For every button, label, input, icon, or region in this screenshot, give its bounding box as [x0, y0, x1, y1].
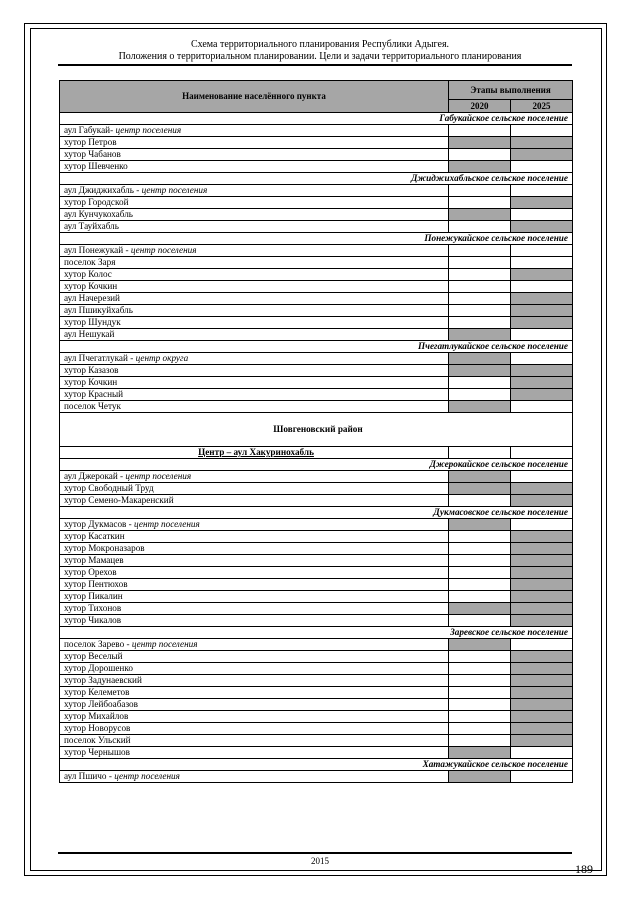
settlement-name: аул Пчегатлукай - [64, 353, 136, 363]
stage-2025-cell [511, 125, 573, 137]
table-row [60, 531, 573, 543]
settlement-name-cell [60, 269, 449, 281]
settlement-name-cell [60, 365, 449, 377]
stage-2025-cell [511, 137, 573, 149]
stage-2020-cell [449, 149, 511, 161]
stage-2025-cell [511, 531, 573, 543]
settlement-name: хутор Веселый [64, 651, 123, 661]
stage-2025-cell [511, 389, 573, 401]
table-row [60, 221, 573, 233]
stage-2020-cell [449, 579, 511, 591]
settlement-name: хутор Свободный Труд [64, 483, 154, 493]
settlement-name: хутор Чернышов [64, 747, 130, 757]
settlement-name: хутор Чикалов [64, 615, 122, 625]
stage-2020-cell [449, 687, 511, 699]
settlement-name: аул Джиджихабль - [64, 185, 142, 195]
settlement-name: аул Кунчукохабль [64, 209, 133, 219]
settlement-name: хутор Келеметов [64, 687, 130, 697]
settlement-note: центр поселения [131, 639, 198, 649]
doc-header-line2: Положения о территориальном планировании. Цели и задачи территориального планирования [118, 51, 522, 62]
settlement-name-cell [60, 149, 449, 161]
settlement-name-cell [60, 651, 449, 663]
stage-2020-cell [449, 281, 511, 293]
header-rule [58, 64, 572, 66]
stage-2020-cell [449, 483, 511, 495]
stage-2025-cell [511, 269, 573, 281]
table-row [60, 639, 573, 651]
stage-2020-cell [449, 711, 511, 723]
stage-2025-cell [511, 603, 573, 615]
table-row [60, 365, 573, 377]
stage-cell [511, 447, 573, 459]
settlement-note: центр поселения [130, 245, 197, 255]
settlement-name: хутор Казазов [64, 365, 119, 375]
settlement-name: хутор Шундук [64, 317, 121, 327]
settlement-name-cell [60, 579, 449, 591]
settlement-name: хутор Михайлов [64, 711, 129, 721]
settlement-note: центр поселения [134, 519, 200, 529]
stage-2020-cell [449, 639, 511, 651]
table-row [60, 197, 573, 209]
stage-2025-cell [511, 747, 573, 759]
settlement-name-cell [60, 615, 449, 627]
stage-2025-cell [511, 161, 573, 173]
table-row [60, 257, 573, 269]
stage-2020-cell [449, 651, 511, 663]
stage-2020-cell [449, 389, 511, 401]
stage-2025-cell [511, 663, 573, 675]
table-row [60, 591, 573, 603]
settlement-name-cell [60, 329, 449, 341]
table-row [60, 723, 573, 735]
settlement-name: хутор Орехов [64, 567, 117, 577]
table-row [60, 567, 573, 579]
settlement-name: аул Джерокай - [64, 471, 126, 481]
stage-2025-cell [511, 639, 573, 651]
settlement-name: хутор Новорусов [64, 723, 131, 733]
settlement-name-cell [60, 185, 449, 197]
stage-2025-cell [511, 245, 573, 257]
footer-year: 2015 [311, 856, 329, 866]
stage-2025-cell [511, 675, 573, 687]
settlement-name-cell [60, 747, 449, 759]
settlement-name-cell [60, 197, 449, 209]
stage-2020-cell [449, 567, 511, 579]
stage-2025-cell [511, 723, 573, 735]
settlement-name-cell [60, 221, 449, 233]
stage-2025-cell [511, 699, 573, 711]
settlement-name-cell [60, 531, 449, 543]
stage-2020-cell [449, 735, 511, 747]
column-header-name: Наименование населённого пункта [60, 81, 449, 113]
table-row [60, 281, 573, 293]
settlement-name: хутор Кочкин [64, 377, 118, 387]
stage-2020-cell [449, 161, 511, 173]
stage-2020-cell [449, 257, 511, 269]
stage-2020-cell [449, 591, 511, 603]
district-center: Центр – аул Хакуринохабль [60, 447, 449, 459]
table-row [60, 495, 573, 507]
settlement-name-cell [60, 471, 449, 483]
section-title: Габукайское сельское поселение [60, 113, 573, 125]
table-row [60, 675, 573, 687]
page-number: 189 [575, 862, 593, 876]
section-row [60, 341, 573, 353]
stage-2025-cell [511, 377, 573, 389]
stage-2025-cell [511, 651, 573, 663]
stage-2020-cell [449, 675, 511, 687]
section-title: Хатажукайское сельское поселение [60, 759, 573, 771]
table-row [60, 555, 573, 567]
stage-2025-cell [511, 567, 573, 579]
settlement-name: хутор Шевченко [64, 161, 128, 171]
settlement-name: хутор Петров [64, 137, 117, 147]
stage-2020-cell [449, 747, 511, 759]
stage-2025-cell [511, 149, 573, 161]
settlement-name: хутор Мокроназаров [64, 543, 145, 553]
stage-2025-cell [511, 771, 573, 783]
stage-2025-cell [511, 365, 573, 377]
settlement-name: аул Пшичо - [64, 771, 115, 781]
stage-2025-cell [511, 221, 573, 233]
table-row [60, 293, 573, 305]
column-header-year: 2025 [511, 100, 573, 113]
table-row [60, 651, 573, 663]
section-row [60, 173, 573, 185]
settlement-name-cell [60, 125, 449, 137]
table-row [60, 771, 573, 783]
stage-2020-cell [449, 663, 511, 675]
settlement-name-cell [60, 209, 449, 221]
stage-2025-cell [511, 329, 573, 341]
stage-2025-cell [511, 257, 573, 269]
column-header-year: 2020 [449, 100, 511, 113]
section-title: Дукмасовское сельское поселение [60, 507, 573, 519]
stage-2020-cell [449, 543, 511, 555]
settlement-name: поселок Зарево - [64, 639, 132, 649]
table-row [60, 603, 573, 615]
settlement-name: аул Нешукай [64, 329, 115, 339]
stage-2020-cell [449, 329, 511, 341]
settlement-name: хутор Задунаевский [64, 675, 142, 685]
settlement-name-cell [60, 663, 449, 675]
table-row [60, 699, 573, 711]
section-row [60, 113, 573, 125]
settlement-note: центр поселения [113, 125, 182, 135]
stage-2020-cell [449, 269, 511, 281]
settlement-name: поселок Четук [64, 401, 121, 411]
settlement-name-cell [60, 137, 449, 149]
settlement-name: хутор Семено-Макаренский [64, 495, 174, 505]
stage-2020-cell [449, 125, 511, 137]
table-row [60, 317, 573, 329]
table-row [60, 747, 573, 759]
settlement-name-cell [60, 675, 449, 687]
settlement-name-cell [60, 483, 449, 495]
stage-2020-cell [449, 771, 511, 783]
district-title: Шовгеновский район [60, 413, 573, 447]
section-row [60, 627, 573, 639]
table-row [60, 125, 573, 137]
stage-2025-cell [511, 471, 573, 483]
settlement-name: хутор Дукмасов - [64, 519, 135, 529]
settlement-name-cell [60, 305, 449, 317]
section-title: Джерокайское сельское поселение [60, 459, 573, 471]
district-center-row [60, 447, 573, 459]
table-row [60, 149, 573, 161]
settlement-name-cell [60, 543, 449, 555]
settlement-name-cell [60, 161, 449, 173]
table-row [60, 161, 573, 173]
district-row [60, 413, 573, 447]
table-row [60, 377, 573, 389]
settlement-name: хутор Красный [64, 389, 124, 399]
section-title: Заревское сельское поселение [60, 627, 573, 639]
stage-2025-cell [511, 185, 573, 197]
section-row [60, 507, 573, 519]
settlement-name: хутор Пентюхов [64, 579, 128, 589]
section-title: Понежукайское сельское поселение [60, 233, 573, 245]
settlement-name-cell [60, 723, 449, 735]
settlement-name: хутор Касаткин [64, 531, 125, 541]
settlement-name: аул Габукай- [64, 125, 114, 135]
settlement-name-cell [60, 555, 449, 567]
stage-2025-cell [511, 197, 573, 209]
settlement-name: хутор Лейбоабазов [64, 699, 138, 709]
stage-2025-cell [511, 353, 573, 365]
stage-2020-cell [449, 365, 511, 377]
stage-2020-cell [449, 495, 511, 507]
stage-2020-cell [449, 185, 511, 197]
stage-2020-cell [449, 555, 511, 567]
settlement-name: хутор Чабанов [64, 149, 121, 159]
settlement-name: хутор Тихонов [64, 603, 122, 613]
stage-2020-cell [449, 519, 511, 531]
stage-2025-cell [511, 209, 573, 221]
section-row [60, 459, 573, 471]
stage-2025-cell [511, 519, 573, 531]
table-row [60, 579, 573, 591]
stage-2025-cell [511, 735, 573, 747]
stage-2025-cell [511, 293, 573, 305]
column-header-stages: Этапы выполнения [449, 81, 573, 100]
settlement-name-cell [60, 317, 449, 329]
table-row [60, 401, 573, 413]
stage-2020-cell [449, 603, 511, 615]
stage-2025-cell [511, 543, 573, 555]
stage-2025-cell [511, 281, 573, 293]
settlement-name-cell [60, 257, 449, 269]
settlement-name-cell [60, 293, 449, 305]
doc-header-line1: Схема территориального планирования Республики Адыгея. [190, 39, 450, 50]
settlement-name: аул Понежукай - [64, 245, 131, 255]
settlement-name-cell [60, 711, 449, 723]
stage-2020-cell [449, 245, 511, 257]
settlement-name: аул Начерезий [64, 293, 120, 303]
stage-cell [449, 447, 511, 459]
settlement-name: поселок Ульский [64, 735, 131, 745]
stage-2025-cell [511, 591, 573, 603]
table-row [60, 519, 573, 531]
stage-2020-cell [449, 531, 511, 543]
settlement-name-cell [60, 389, 449, 401]
table-row [60, 735, 573, 747]
section-title: Пчегатлукайское сельское поселение [60, 341, 573, 353]
settlement-name-cell [60, 495, 449, 507]
stage-2020-cell [449, 305, 511, 317]
settlement-name: хутор Дорошенко [64, 663, 133, 673]
stage-2025-cell [511, 317, 573, 329]
settlement-note: центр поселения [141, 185, 208, 195]
section-row [60, 759, 573, 771]
table-row [60, 711, 573, 723]
settlement-name-cell [60, 699, 449, 711]
table-row [60, 353, 573, 365]
table-row [60, 269, 573, 281]
settlement-name-cell [60, 353, 449, 365]
stage-2020-cell [449, 471, 511, 483]
table-row [60, 329, 573, 341]
table-row [60, 687, 573, 699]
stage-2025-cell [511, 305, 573, 317]
stage-2020-cell [449, 377, 511, 389]
section-title: Джиджихабльское сельское поселение [60, 173, 573, 185]
table-row [60, 389, 573, 401]
settlement-name: поселок Заря [64, 257, 116, 267]
settlement-name-cell [60, 377, 449, 389]
table-row [60, 137, 573, 149]
stage-2025-cell [511, 555, 573, 567]
settlement-name-cell [60, 639, 449, 651]
settlement-name: хутор Колос [64, 269, 112, 279]
section-row [60, 233, 573, 245]
settlement-name: хутор Городской [64, 197, 129, 207]
stage-2020-cell [449, 353, 511, 365]
settlement-note: центр поселения [125, 471, 192, 481]
settlement-name-cell [60, 735, 449, 747]
table-row [60, 663, 573, 675]
settlement-name: хутор Кочкин [64, 281, 118, 291]
stage-2025-cell [511, 711, 573, 723]
settlement-name-cell [60, 687, 449, 699]
table-row [60, 471, 573, 483]
stage-2025-cell [511, 483, 573, 495]
table-row [60, 483, 573, 495]
settlement-name: хутор Пикалин [64, 591, 123, 601]
table-row [60, 209, 573, 221]
settlement-name-cell [60, 401, 449, 413]
settlement-name: аул Пшикуйхабль [64, 305, 133, 315]
stage-2025-cell [511, 615, 573, 627]
stage-2020-cell [449, 317, 511, 329]
table-body [60, 113, 573, 783]
settlement-name-cell [60, 519, 449, 531]
settlements-table [59, 80, 573, 783]
stage-2025-cell [511, 687, 573, 699]
settlement-name-cell [60, 281, 449, 293]
settlement-name: аул Тауйхабль [64, 221, 119, 231]
table-row [60, 615, 573, 627]
stage-2020-cell [449, 401, 511, 413]
stage-2025-cell [511, 495, 573, 507]
settlement-note: центр поселения [114, 771, 180, 781]
stage-2020-cell [449, 293, 511, 305]
settlement-name-cell [60, 245, 449, 257]
table-row [60, 185, 573, 197]
footer-rule [58, 852, 572, 854]
table-row [60, 543, 573, 555]
settlement-name-cell [60, 567, 449, 579]
stage-2025-cell [511, 579, 573, 591]
settlement-name-cell [60, 603, 449, 615]
settlement-name-cell [60, 771, 449, 783]
stage-2025-cell [511, 401, 573, 413]
stage-2020-cell [449, 615, 511, 627]
stage-2020-cell [449, 209, 511, 221]
settlement-note: центр округа [135, 353, 189, 363]
table-row [60, 245, 573, 257]
table-row [60, 305, 573, 317]
settlement-name: хутор Мамацев [64, 555, 124, 565]
stage-2020-cell [449, 137, 511, 149]
stage-2020-cell [449, 197, 511, 209]
settlement-name-cell [60, 591, 449, 603]
stage-2020-cell [449, 723, 511, 735]
stage-2020-cell [449, 221, 511, 233]
stage-2020-cell [449, 699, 511, 711]
